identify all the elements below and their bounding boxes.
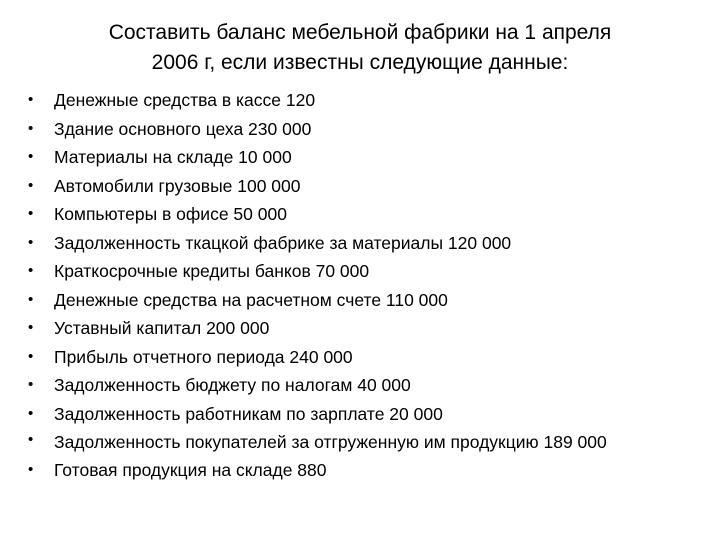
- list-item: [28, 286, 668, 315]
- list-item-text: Денежные средства на расчетном счете 110 000: [54, 289, 448, 310]
- list-item: [28, 314, 668, 343]
- bullet-icon: •: [28, 205, 34, 222]
- list-item: [28, 86, 668, 115]
- list-item-text: Прибыль отчетного периода 240 000: [54, 346, 353, 367]
- list-item-text: Краткосрочные кредиты банков 70 000: [54, 261, 370, 281]
- bullet-icon: •: [28, 461, 34, 478]
- list-item-text: Компьютеры в офисе 50 000: [54, 204, 287, 224]
- list-item: [28, 143, 668, 172]
- bullet-icon: •: [28, 148, 34, 165]
- list-item: [28, 257, 668, 286]
- list-item: [28, 200, 668, 229]
- slide-title: [50, 18, 670, 78]
- list-item-text: Автомобили грузовые 100 000: [54, 175, 301, 196]
- list-item: [28, 172, 668, 201]
- bullet-icon: •: [28, 319, 34, 336]
- list-item-text: Задолженность бюджету по налогам 40 000: [54, 375, 411, 395]
- bullet-icon: •: [28, 176, 34, 194]
- bullet-icon: •: [28, 233, 34, 251]
- list-item: [28, 343, 668, 372]
- list-item-text: Уставный капитал 200 000: [54, 318, 270, 338]
- list-item-text: Здание основного цеха 230 000: [54, 118, 312, 139]
- list-item-text: Задолженность работникам по зарплате 20 000: [54, 403, 443, 424]
- list-item-text: Материалы на складе 10 000: [54, 147, 292, 167]
- title-line-1: Составить баланс мебельной фабрики на 1 апреля: [108, 21, 612, 44]
- data-list: [28, 86, 668, 485]
- list-item-text: Задолженность покупателей за отгруженную им продукцию 189 000: [54, 432, 607, 452]
- list-item: [28, 456, 668, 485]
- list-item-text: Готовая продукция на складе 880: [54, 460, 327, 480]
- bullet-icon: •: [28, 119, 34, 137]
- list-item: [28, 115, 668, 144]
- list-item-text: Денежные средства в кассе 120: [54, 90, 316, 110]
- bullet-icon: •: [28, 431, 34, 448]
- bullet-icon: •: [28, 376, 34, 393]
- bullet-icon: •: [28, 347, 34, 365]
- list-item: [28, 400, 668, 429]
- list-item: [28, 229, 668, 258]
- bullet-icon: •: [28, 290, 34, 308]
- list-item: [28, 428, 668, 456]
- list-item-text: Задолженность ткацкой фабрике за материалы 120 000: [54, 232, 512, 253]
- title-line-2: 2006 г, если известны следующие данные:: [151, 51, 569, 74]
- bullet-icon: •: [28, 404, 34, 422]
- bullet-icon: •: [28, 91, 34, 108]
- list-item: [28, 371, 668, 400]
- bullet-icon: •: [28, 262, 34, 279]
